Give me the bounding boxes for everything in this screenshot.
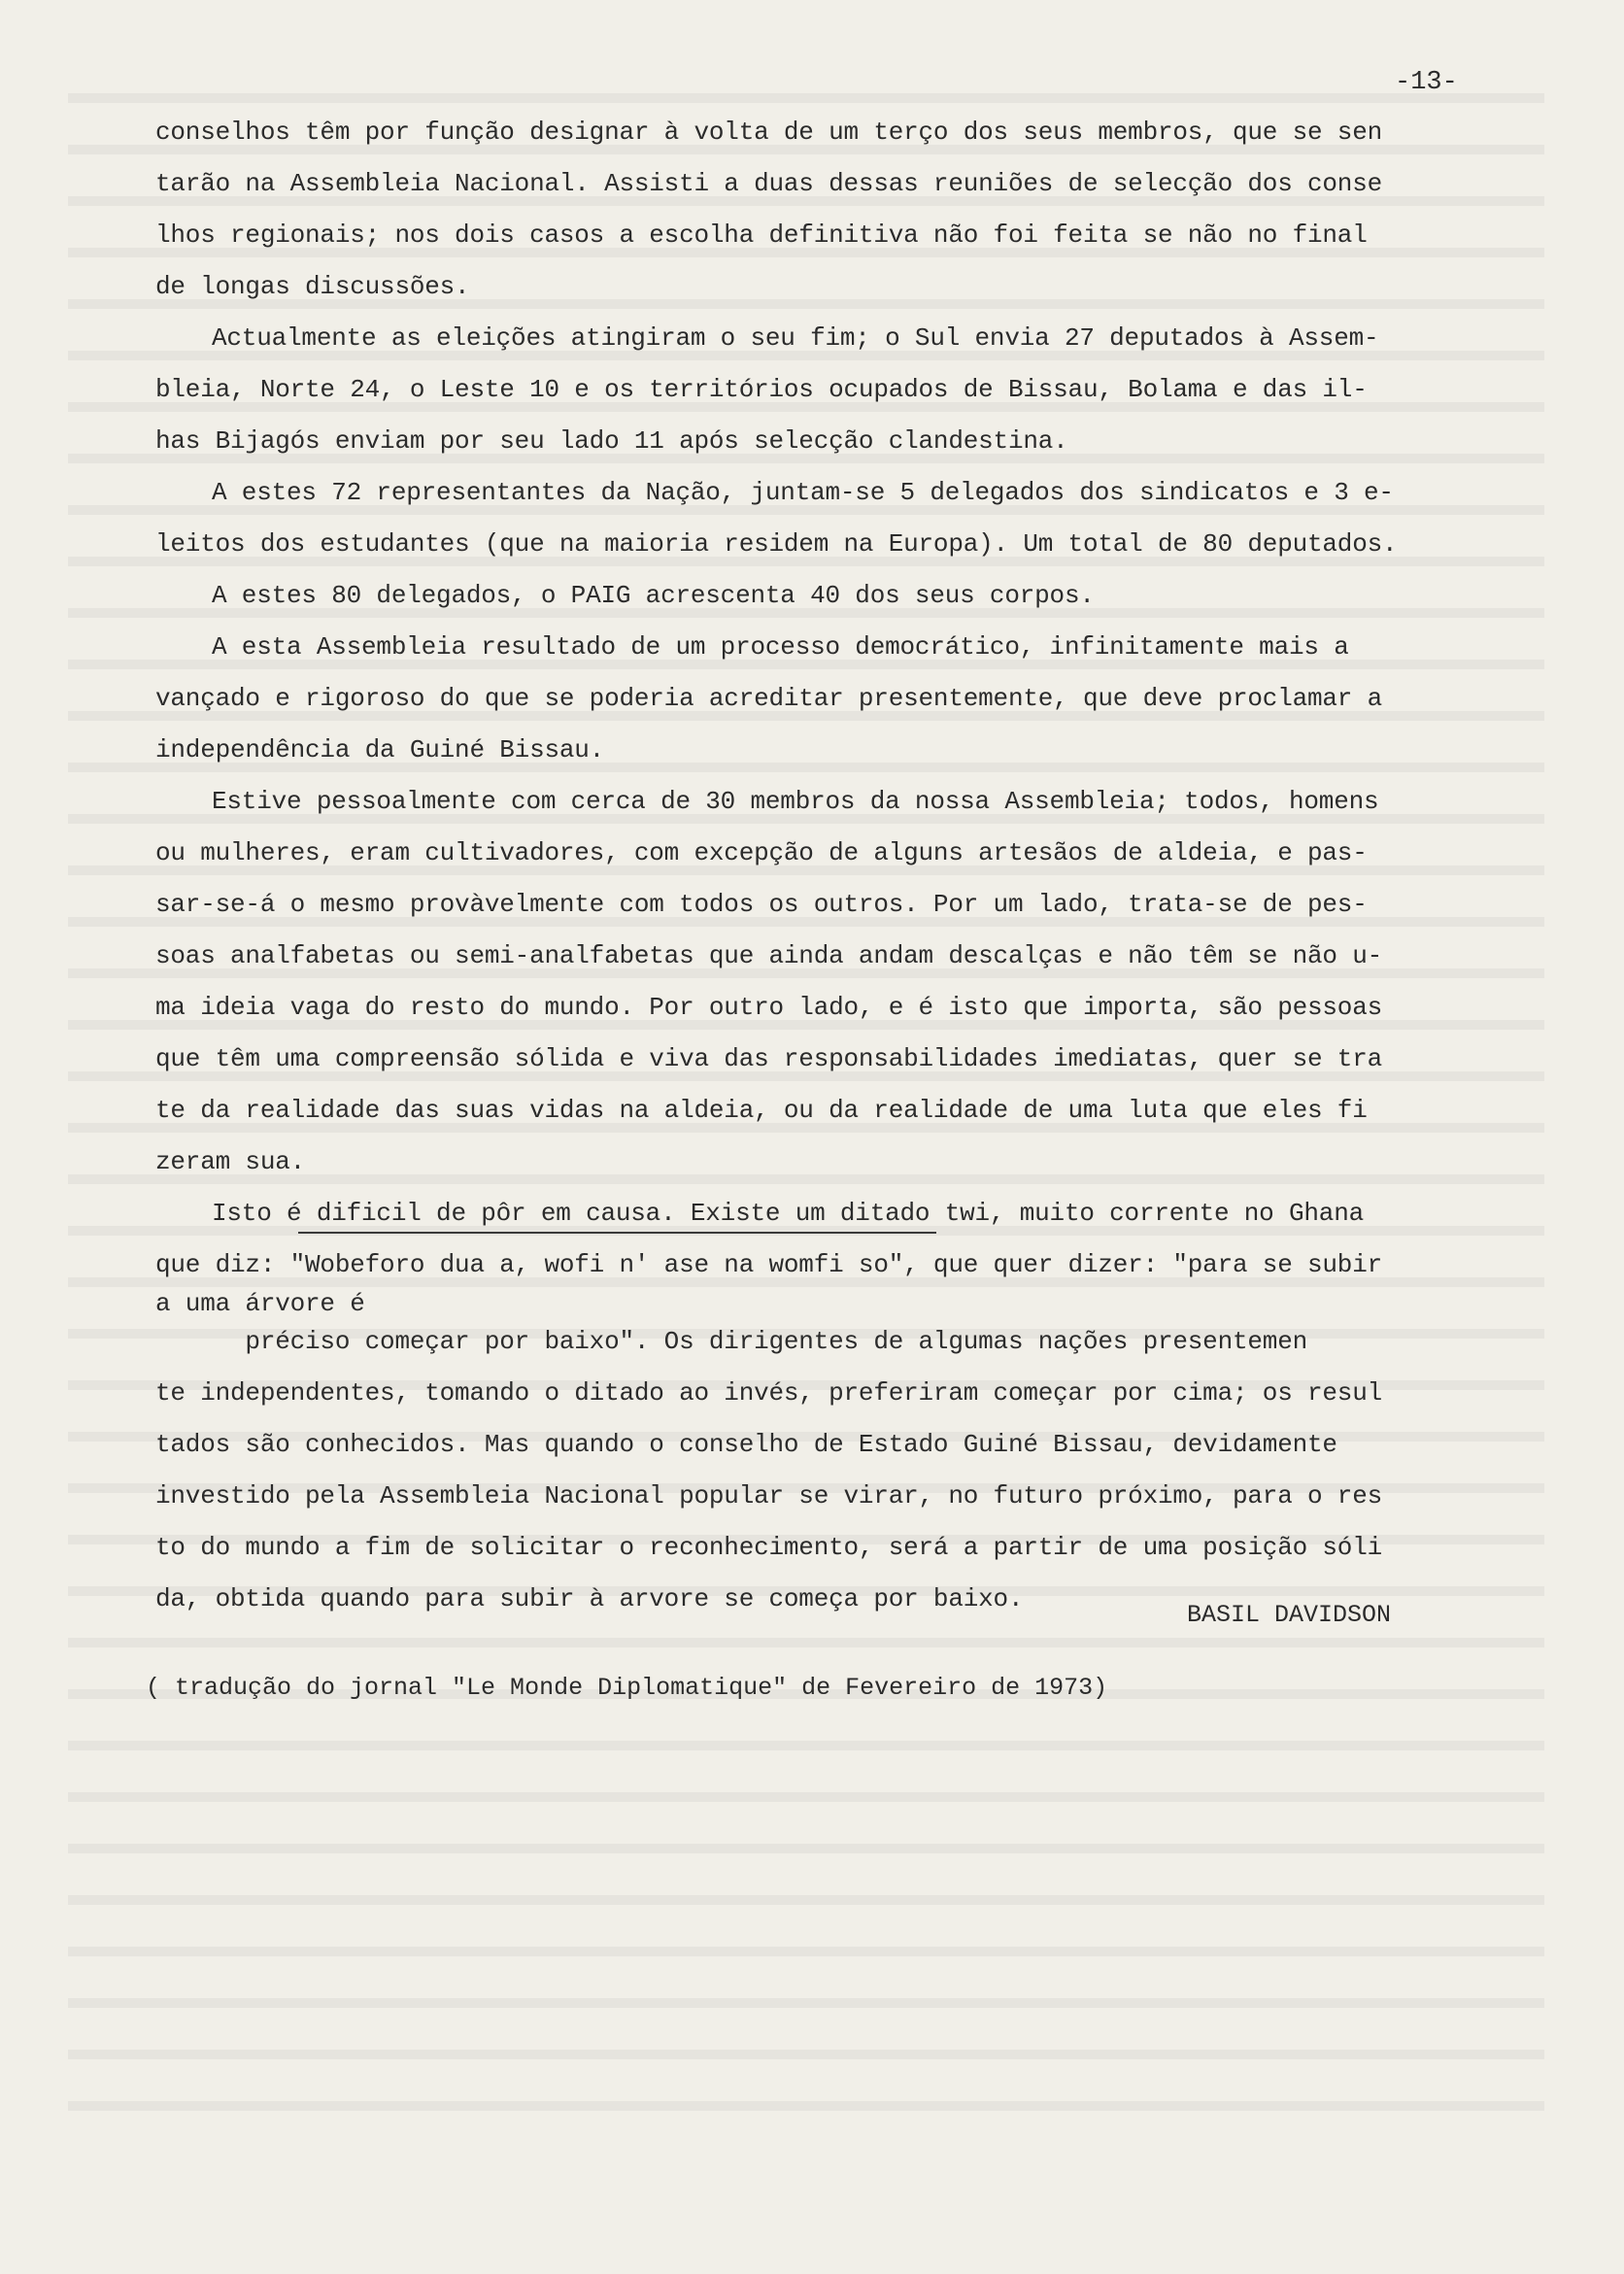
- paragraph: [155, 107, 1496, 313]
- text-line: tarão na Assembleia Nacional. Assisti a duas dessas reuniões de selecção dos conse: [155, 169, 1383, 198]
- text-line: A estes 72 representantes da Nação, juntam-se 5 delegados dos sindicatos e 3 e-: [212, 478, 1394, 507]
- text-line: zeram sua.: [155, 1147, 306, 1176]
- text-line: to do mundo a fim de solicitar o reconhecimento, será a partir de uma posição sóli: [155, 1533, 1383, 1562]
- paragraph: [155, 313, 1496, 467]
- translation-note: ( tradução do jornal "Le Monde Diplomatique" de Fevereiro de 1973): [146, 1674, 1108, 1702]
- text-line: A estes 80 delegados, o PAIG acrescenta 40 dos seus corpos.: [212, 581, 1095, 610]
- text-line: bleia, Norte 24, o Leste 10 e os territórios ocupados de Bissau, Bolama e das il-: [155, 375, 1368, 404]
- text-line: lhos regionais; nos dois casos a escolha definitiva não foi feita se não no final: [155, 221, 1368, 250]
- text-line: tados são conhecidos. Mas quando o conselho de Estado Guiné Bissau, devidamente: [155, 1430, 1337, 1459]
- text-line: soas analfabetas ou semi-analfabetas que ainda andam descalças e não têm se não u-: [155, 941, 1383, 970]
- text-line: vançado e rigoroso do que se poderia acreditar presentemente, que deve proclamar a: [155, 684, 1383, 713]
- text-line: investido pela Assembleia Nacional popular se virar, no futuro próximo, para o res: [155, 1481, 1383, 1510]
- text-line: independência da Guiné Bissau.: [155, 735, 605, 764]
- author-signature: BASIL DAVIDSON: [1187, 1601, 1392, 1629]
- paragraph: [155, 467, 1496, 570]
- text-line: conselhos têm por função designar à volta de um terço dos seus membros, que se sen: [155, 118, 1383, 147]
- text-line: has Bijagós enviam por seu lado 11 após selecção clandestina.: [155, 426, 1068, 456]
- text-line: préciso começar por baixo". Os dirigentes de algumas nações presentemen: [155, 1327, 1307, 1356]
- text-line: da, obtida quando para subir à arvore se começa por baixo.: [155, 1584, 1024, 1613]
- paragraph: [155, 1188, 1496, 1625]
- paragraph: [155, 570, 1496, 622]
- paragraph: [155, 622, 1496, 776]
- text-line: ma ideia vaga do resto do mundo. Por outro lado, e é isto que importa, são pessoas: [155, 993, 1383, 1022]
- text-line: de longas discussões.: [155, 272, 470, 301]
- page-number: -13-: [1395, 68, 1458, 97]
- paragraph: [155, 776, 1496, 1188]
- article-body: [155, 107, 1496, 1625]
- text-line: te independentes, tomando o ditado ao invés, preferiram começar por cima; os resul: [155, 1378, 1383, 1408]
- text-line: sar-se-á o mesmo provàvelmente com todos os outros. Por um lado, trata-se de pes-: [155, 890, 1368, 919]
- text-line: a uma árvore é: [155, 1289, 365, 1318]
- text-line: Actualmente as eleições atingiram o seu fim; o Sul envia 27 deputados à Assem-: [212, 323, 1379, 353]
- text-line: que diz: "Wobeforo dua a, wofi n' ase na womfi so", que quer dizer: "para se subir: [155, 1250, 1383, 1279]
- text-line: te da realidade das suas vidas na aldeia, ou da realidade de uma luta que eles fi: [155, 1096, 1368, 1125]
- text-line: leitos dos estudantes (que na maioria residem na Europa). Um total de 80 deputados.: [155, 529, 1398, 559]
- text-line: Estive pessoalmente com cerca de 30 membros da nossa Assembleia; todos, homens: [212, 787, 1379, 816]
- text-line: Isto é dificil de pôr em causa. Existe um ditado twi, muito corrente no Ghana: [212, 1199, 1364, 1228]
- text-line: que têm uma compreensão sólida e viva das responsabilidades imediatas, quer se tra: [155, 1044, 1383, 1073]
- text-line: A esta Assembleia resultado de um processo democrático, infinitamente mais a: [212, 632, 1349, 662]
- text-line: ou mulheres, eram cultivadores, com excepção de alguns artesãos de aldeia, e pas-: [155, 838, 1368, 867]
- quote-underline: [298, 1232, 936, 1234]
